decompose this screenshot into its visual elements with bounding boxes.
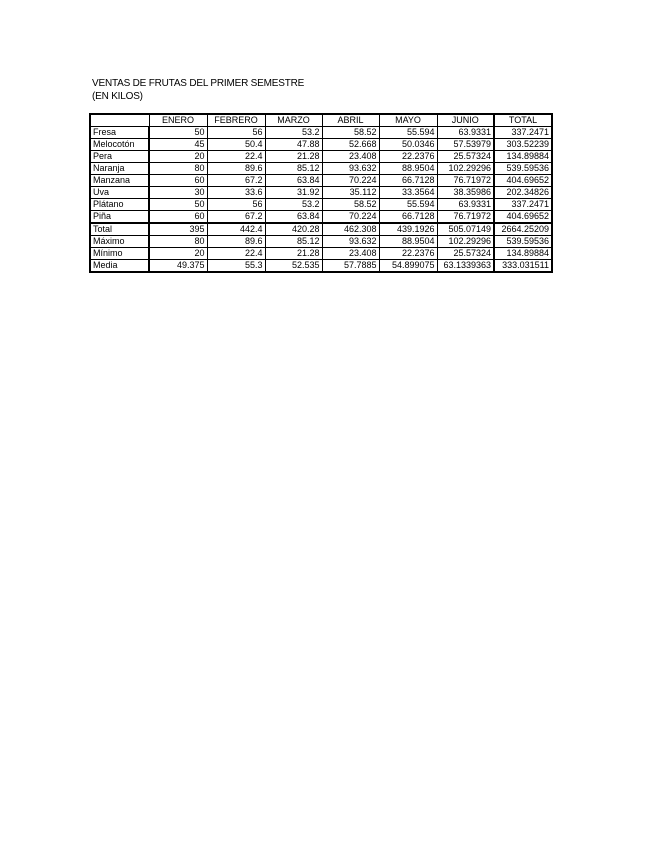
table-cell: 93.632 bbox=[322, 236, 379, 248]
table-cell: 539.59536 bbox=[494, 236, 552, 248]
table-cell: 25.57324 bbox=[437, 248, 494, 260]
table-body bbox=[90, 127, 552, 273]
table-cell: 38.35986 bbox=[437, 187, 494, 199]
table-cell: 53.2 bbox=[265, 199, 322, 211]
row-label: Mínimo bbox=[90, 248, 149, 260]
table-cell: 50 bbox=[149, 127, 207, 139]
page-title bbox=[92, 77, 304, 103]
table-cell: 21.28 bbox=[265, 151, 322, 163]
table-cell: 303.52239 bbox=[494, 139, 552, 151]
row-label: Fresa bbox=[90, 127, 149, 139]
table-cell: 23.408 bbox=[322, 248, 379, 260]
table-cell: 89.6 bbox=[207, 163, 265, 175]
table-cell: 420.28 bbox=[265, 223, 322, 236]
table-cell: 134.89884 bbox=[494, 151, 552, 163]
table-cell: 55.3 bbox=[207, 260, 265, 273]
table-row bbox=[90, 260, 552, 273]
table-cell: 66.7128 bbox=[379, 175, 437, 187]
table-cell: 395 bbox=[149, 223, 207, 236]
table-cell: 57.7885 bbox=[322, 260, 379, 273]
table-row bbox=[90, 187, 552, 199]
table-cell: 33.3564 bbox=[379, 187, 437, 199]
table-row bbox=[90, 127, 552, 139]
table-cell: 70.224 bbox=[322, 211, 379, 224]
table-cell: 134.89884 bbox=[494, 248, 552, 260]
table-cell: 93.632 bbox=[322, 163, 379, 175]
table-cell: 56 bbox=[207, 199, 265, 211]
table-cell: 63.84 bbox=[265, 175, 322, 187]
table-cell: 22.2376 bbox=[379, 248, 437, 260]
table-cell: 76.71972 bbox=[437, 211, 494, 224]
table-cell: 22.4 bbox=[207, 151, 265, 163]
table-row bbox=[90, 151, 552, 163]
column-header: ABRIL bbox=[322, 114, 379, 127]
table-cell: 54.899075 bbox=[379, 260, 437, 273]
table-cell: 25.57324 bbox=[437, 151, 494, 163]
table-cell: 33.6 bbox=[207, 187, 265, 199]
table-cell: 58.52 bbox=[322, 127, 379, 139]
table-cell: 57.53979 bbox=[437, 139, 494, 151]
table-cell: 66.7128 bbox=[379, 211, 437, 224]
table-cell: 333.031511 bbox=[494, 260, 552, 273]
table-cell: 52.668 bbox=[322, 139, 379, 151]
table-cell: 442.4 bbox=[207, 223, 265, 236]
title-line-1: VENTAS DE FRUTAS DEL PRIMER SEMESTRE bbox=[92, 78, 305, 89]
table-cell: 63.9331 bbox=[437, 199, 494, 211]
table-cell: 22.2376 bbox=[379, 151, 437, 163]
row-label: Piña bbox=[90, 211, 149, 224]
row-label: Máximo bbox=[90, 236, 149, 248]
header-row bbox=[90, 114, 552, 127]
table-cell: 337.2471 bbox=[494, 199, 552, 211]
table-cell: 47.88 bbox=[265, 139, 322, 151]
table-cell: 55.594 bbox=[379, 127, 437, 139]
table-cell: 439.1926 bbox=[379, 223, 437, 236]
table-cell: 60 bbox=[149, 175, 207, 187]
table-row bbox=[90, 236, 552, 248]
column-header: ENERO bbox=[149, 114, 207, 127]
column-header: FEBRERO bbox=[207, 114, 265, 127]
table-cell: 58.52 bbox=[322, 199, 379, 211]
table-row bbox=[90, 199, 552, 211]
table-cell: 63.9331 bbox=[437, 127, 494, 139]
table-cell: 23.408 bbox=[322, 151, 379, 163]
row-label: Naranja bbox=[90, 163, 149, 175]
table-cell: 404.69652 bbox=[494, 211, 552, 224]
table-cell: 53.2 bbox=[265, 127, 322, 139]
table-cell: 404.69652 bbox=[494, 175, 552, 187]
table-cell: 89.6 bbox=[207, 236, 265, 248]
table-cell: 67.2 bbox=[207, 175, 265, 187]
table-cell: 462.308 bbox=[322, 223, 379, 236]
table-cell: 102.29296 bbox=[437, 236, 494, 248]
table-cell: 52.535 bbox=[265, 260, 322, 273]
row-label: Manzana bbox=[90, 175, 149, 187]
table-cell: 337.2471 bbox=[494, 127, 552, 139]
row-label: Pera bbox=[90, 151, 149, 163]
column-header: TOTAL bbox=[494, 114, 552, 127]
table-cell: 85.12 bbox=[265, 163, 322, 175]
table-cell: 50.4 bbox=[207, 139, 265, 151]
table-row bbox=[90, 211, 552, 224]
table-cell: 539.59536 bbox=[494, 163, 552, 175]
sales-table bbox=[89, 113, 553, 273]
table-cell: 21.28 bbox=[265, 248, 322, 260]
table-row bbox=[90, 223, 552, 236]
row-label: Melocotón bbox=[90, 139, 149, 151]
table-cell: 70.224 bbox=[322, 175, 379, 187]
table-row bbox=[90, 175, 552, 187]
table-cell: 76.71972 bbox=[437, 175, 494, 187]
column-header: JUNIO bbox=[437, 114, 494, 127]
column-header: MARZO bbox=[265, 114, 322, 127]
table-cell: 50.0346 bbox=[379, 139, 437, 151]
row-label: Total bbox=[90, 223, 149, 236]
table-cell: 30 bbox=[149, 187, 207, 199]
table-cell: 55.594 bbox=[379, 199, 437, 211]
table-cell: 63.1339363 bbox=[437, 260, 494, 273]
table-cell: 50 bbox=[149, 199, 207, 211]
table-cell: 67.2 bbox=[207, 211, 265, 224]
table-cell: 35.112 bbox=[322, 187, 379, 199]
table-cell: 20 bbox=[149, 151, 207, 163]
table-cell: 20 bbox=[149, 248, 207, 260]
row-label: Media bbox=[90, 260, 149, 273]
table-cell: 202.34826 bbox=[494, 187, 552, 199]
table-cell: 80 bbox=[149, 236, 207, 248]
table-cell: 88.9504 bbox=[379, 163, 437, 175]
table-cell: 80 bbox=[149, 163, 207, 175]
table-cell: 505.07149 bbox=[437, 223, 494, 236]
table-cell: 22.4 bbox=[207, 248, 265, 260]
table-cell: 45 bbox=[149, 139, 207, 151]
table-cell: 60 bbox=[149, 211, 207, 224]
table-row bbox=[90, 139, 552, 151]
row-label: Plátano bbox=[90, 199, 149, 211]
table-cell: 56 bbox=[207, 127, 265, 139]
table-cell: 88.9504 bbox=[379, 236, 437, 248]
table-cell: 49.375 bbox=[149, 260, 207, 273]
header-corner bbox=[90, 114, 149, 127]
row-label: Uva bbox=[90, 187, 149, 199]
table-cell: 85.12 bbox=[265, 236, 322, 248]
title-line-2: (EN KILOS) bbox=[92, 91, 143, 102]
column-header: MAYO bbox=[379, 114, 437, 127]
table-row bbox=[90, 248, 552, 260]
table-cell: 63.84 bbox=[265, 211, 322, 224]
table-cell: 2664.25209 bbox=[494, 223, 552, 236]
table-row bbox=[90, 163, 552, 175]
table-cell: 31.92 bbox=[265, 187, 322, 199]
table-cell: 102.29296 bbox=[437, 163, 494, 175]
